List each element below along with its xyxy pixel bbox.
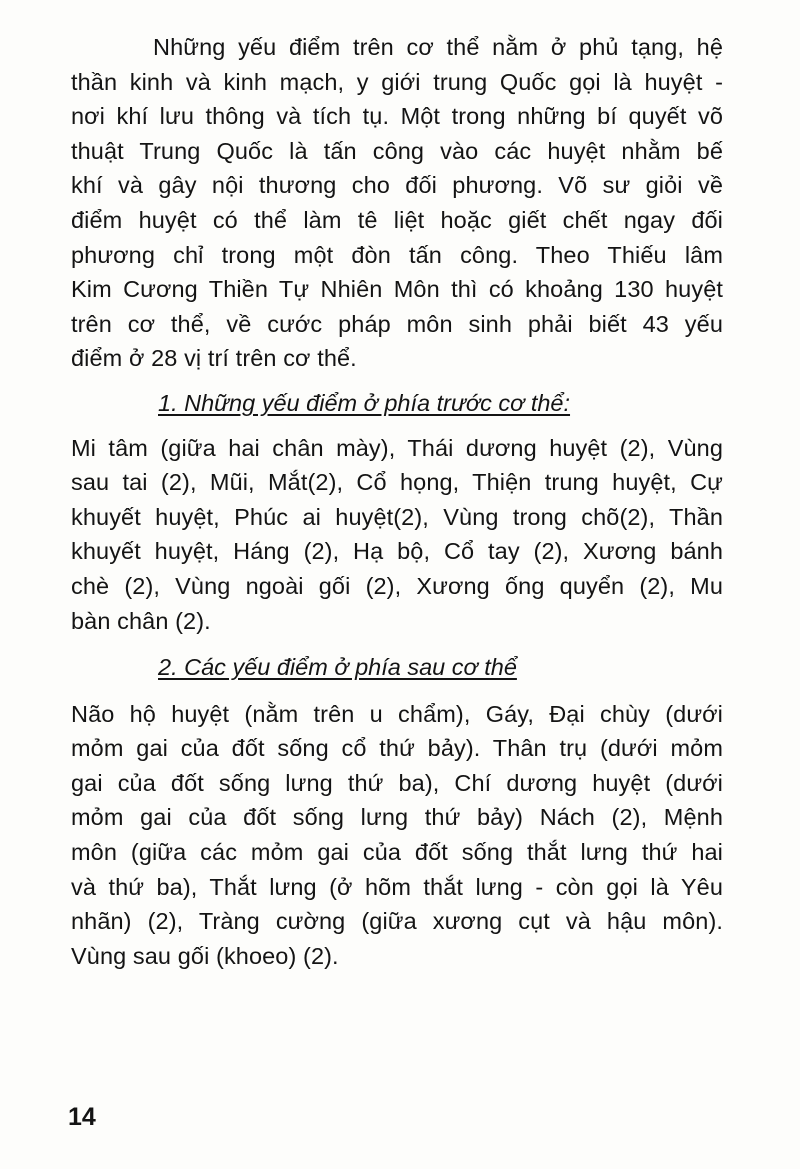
text-line: gai của đốt sống lưng thứ ba), Chí dương huyệt (dưới [71,769,723,796]
text-line: Kim Cương Thiền Tự Nhiên Môn thì có khoảng 130 huyệt [71,276,723,303]
page-number: 14 [68,1103,96,1131]
text-line: và thứ ba), Thắt lưng (ở hõm thắt lưng - còn gọi là Yêu [71,873,723,900]
text-line: Não hộ huyệt (nằm trên u chẩm), Gáy, Đại chùy (dưới [71,700,723,727]
text-line: thuật Trung Quốc là tấn công vào các huyệt nhằm bế [71,137,723,164]
text-line: phương chỉ trong một đòn tấn công. Theo Thiếu lâm [71,241,723,268]
text-line: thần kinh và kinh mạch, y giới trung Quốc gọi là huyệt - [71,68,723,95]
section-heading-back: 2. Các yếu điểm ở phía sau cơ thể [158,654,517,681]
text-line: khí và gây nội thương cho đối phương. Võ sư giỏi về [71,172,723,199]
text-line: Mi tâm (giữa hai chân mày), Thái dương huyệt (2), Vùng [71,434,723,461]
text-line: mỏm gai của đốt sống lưng thứ bảy) Nách (2), Mệnh [71,804,723,831]
paragraph-intro [71,30,723,376]
page-content [71,30,723,973]
text-line: sau tai (2), Mũi, Mắt(2), Cổ họng, Thiện trung huyệt, Cự [71,469,723,496]
text-line: trên cơ thể, về cước pháp môn sinh phải biết 43 yếu [71,310,723,337]
text-line: mỏm gai của đốt sống cổ thứ bảy). Thân trụ (dưới mỏm [71,735,723,762]
text-line: nhãn) (2), Tràng cường (giữa xương cụt và hậu môn). [71,908,723,935]
text-line: Những yếu điểm trên cơ thể nằm ở phủ tạng, hệ [153,34,723,60]
paragraph-back-points [71,697,723,974]
text-line: môn (giữa các mỏm gai của đốt sống thắt lưng thứ hai [71,839,723,866]
text-line: khuyết huyệt, Háng (2), Hạ bộ, Cổ tay (2), Xương bánh [71,538,723,565]
text-line: bàn chân (2). [71,607,211,634]
paragraph-front-points [71,431,723,639]
text-line: chè (2), Vùng ngoài gối (2), Xương ống quyển (2), Mu [71,572,723,599]
text-line: Vùng sau gối (khoeo) (2). [71,942,339,969]
text-line: điểm ở 28 vị trí trên cơ thể. [71,345,357,372]
text-line: nơi khí lưu thông và tích tụ. Một trong những bí quyết võ [71,103,723,130]
text-line: điểm huyệt có thể làm tê liệt hoặc giết chết ngay đối [71,206,723,233]
section-heading-front: 1. Những yếu điểm ở phía trước cơ thể: [158,389,571,416]
text-line: khuyết huyệt, Phúc ai huyệt(2), Vùng trong chõ(2), Thần [71,503,723,530]
